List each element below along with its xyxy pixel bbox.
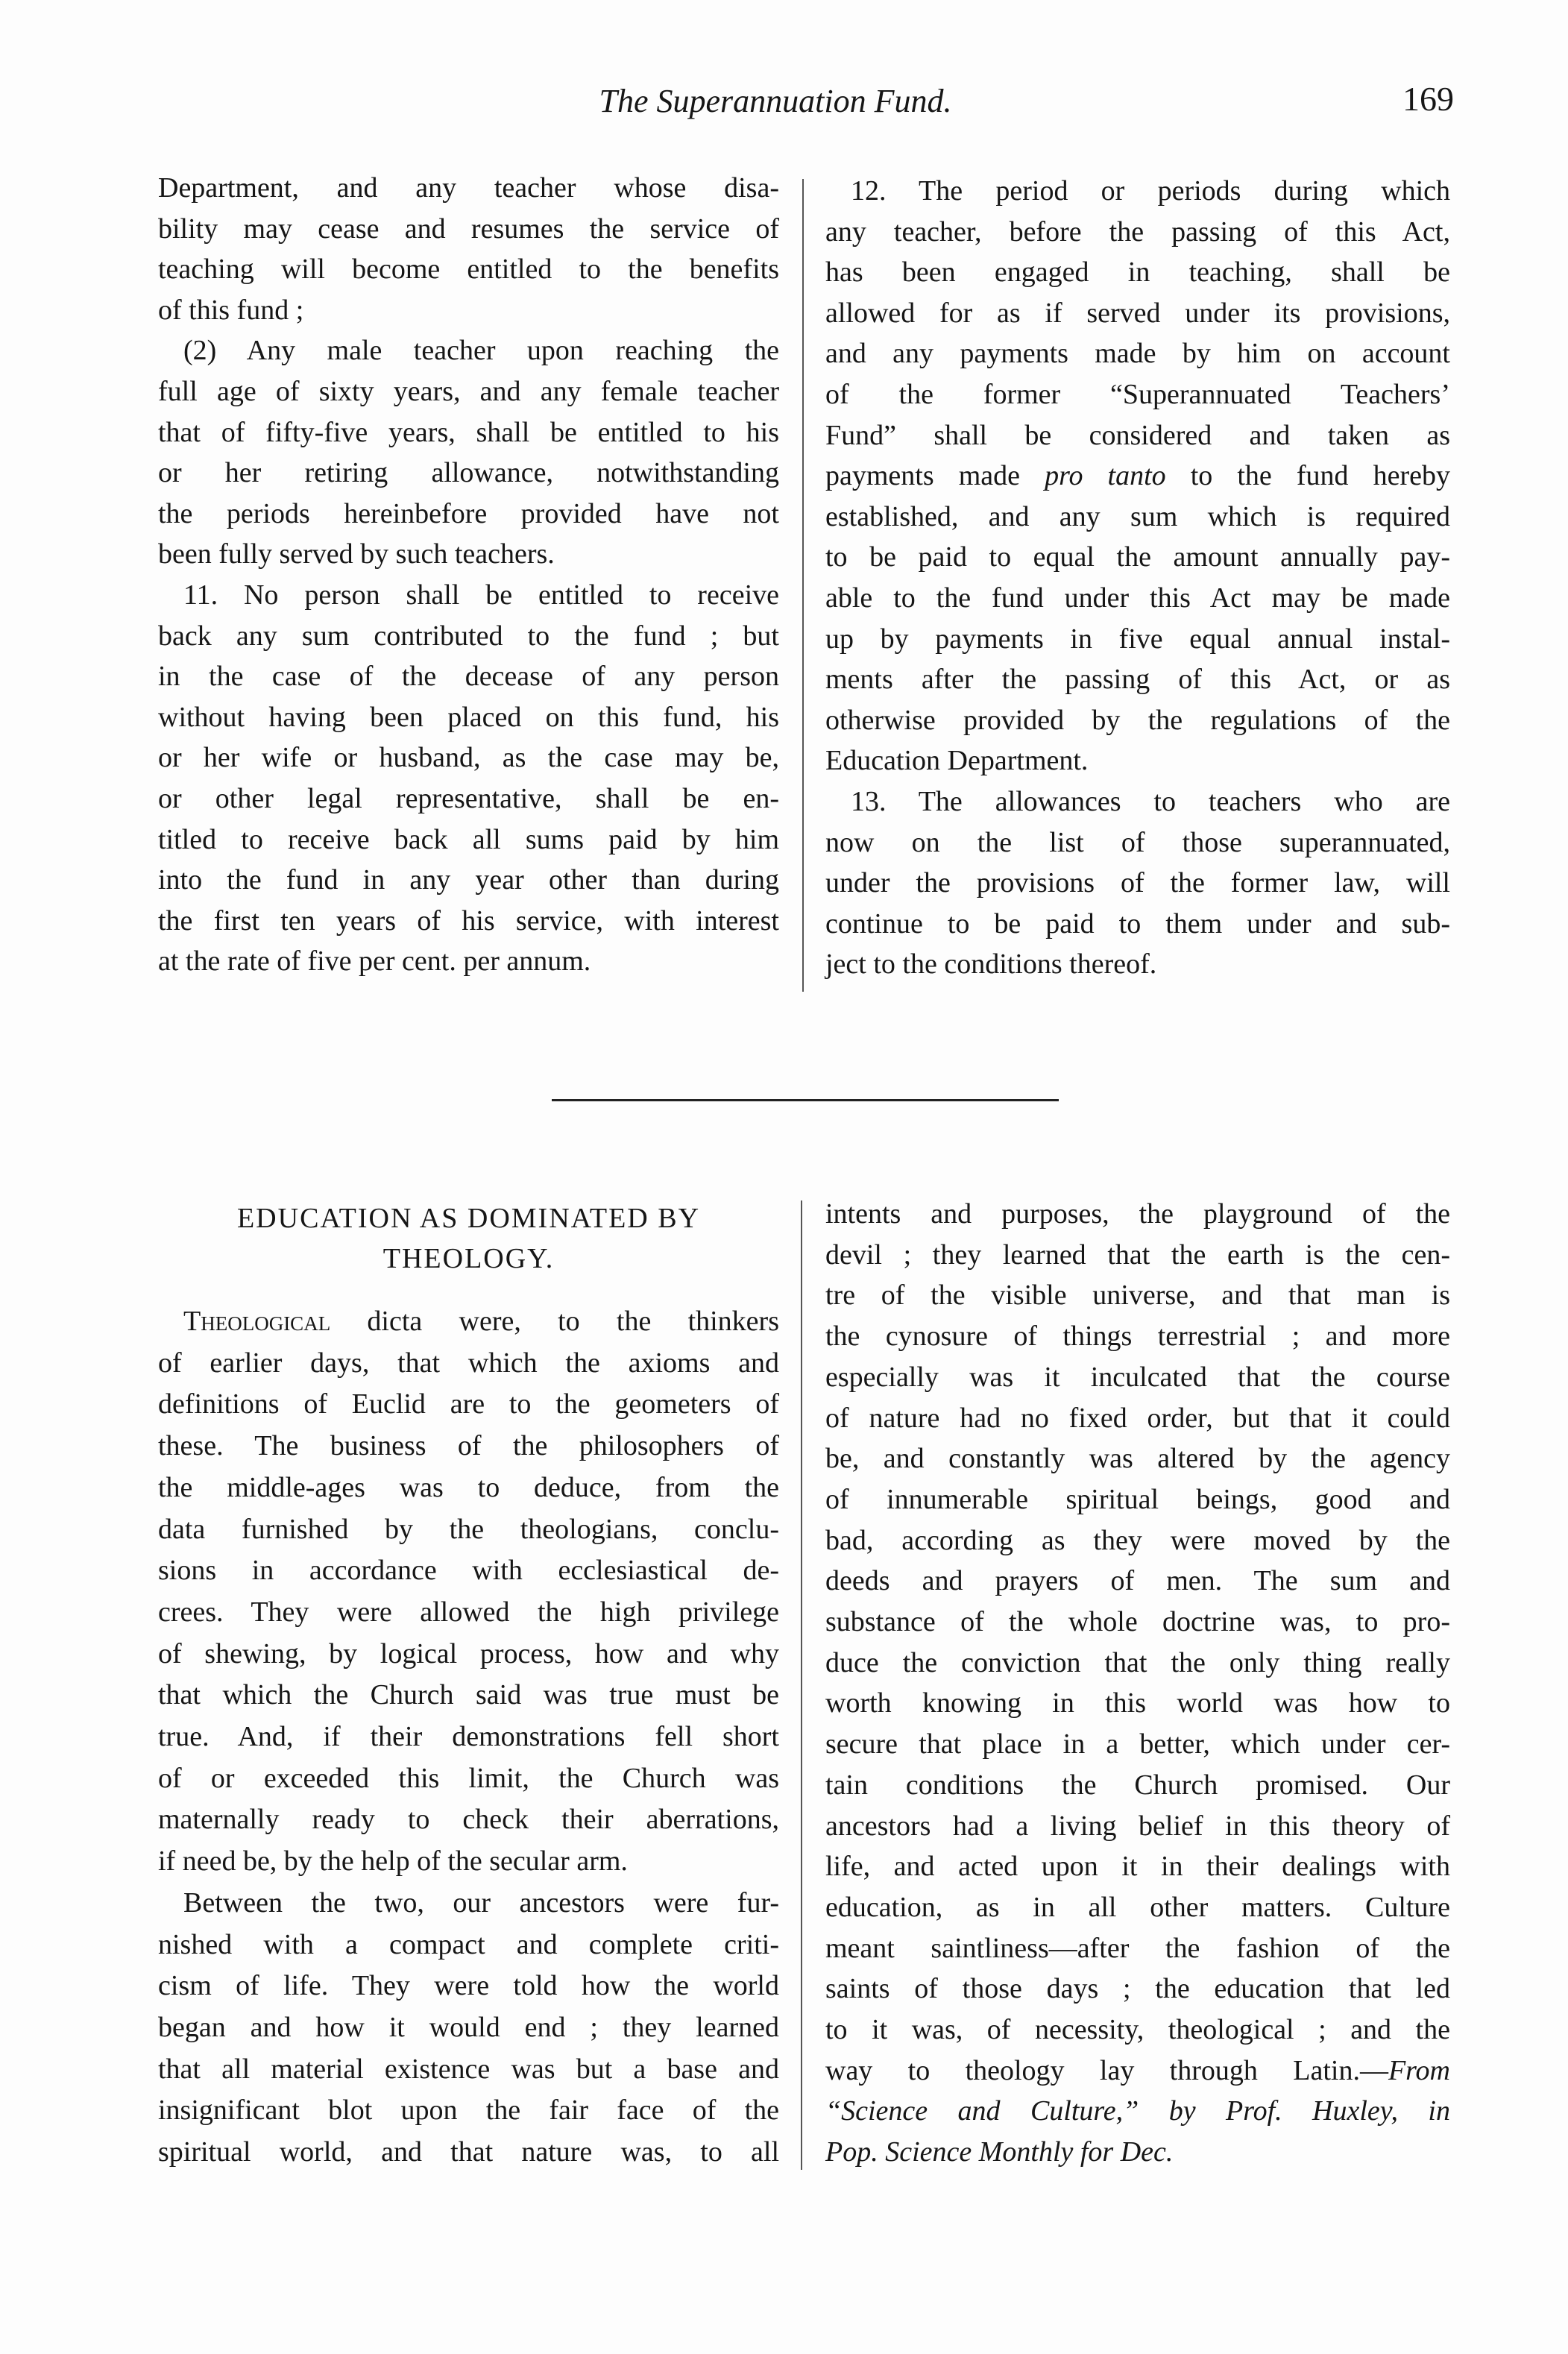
top-left-text-line: full age of sixty years, and any female teacher — [158, 376, 779, 407]
text-segment: Pop. Science Monthly for Dec. — [825, 2136, 1174, 2168]
bottom-left-text-line: that all material existence was but a base and — [158, 2054, 779, 2085]
bottom-left-text-line: of shewing, by logical process, how and why — [158, 1638, 779, 1669]
top-right-text-line: up by payments in five equal annual instal- — [825, 623, 1450, 655]
top-left-text-line: that of fifty-five years, shall be entitled to his — [158, 417, 779, 448]
top-left-text-line: of this fund ; — [158, 295, 304, 326]
bottom-left-text-line: of or exceeded this limit, the Church was — [158, 1763, 779, 1794]
top-right-text-line: and any payments made by him on account — [825, 338, 1450, 369]
bottom-left-text-line: of earlier days, that which the axioms and — [158, 1347, 779, 1379]
page-number: 169 — [1402, 80, 1454, 118]
top-right-text-line — [825, 459, 1450, 492]
bottom-right-text-line: to it was, of necessity, theological ; and the — [825, 2014, 1450, 2045]
bottom-right-text-line: especially was it inculcated that the course — [825, 1362, 1450, 1393]
bottom-right-text-line: devil ; they learned that the earth is the cen- — [825, 1239, 1450, 1271]
column-divider-top — [802, 179, 804, 992]
text-segment: to the fund hereby — [1165, 460, 1450, 491]
top-left-text-line: teaching will become entitled to the benefits — [158, 254, 779, 285]
top-right-text-line: 13. The allowances to teachers who are — [851, 786, 1450, 817]
top-right-text-line: of the former “Superannuated Teachers’ — [825, 379, 1450, 410]
bottom-right-text-line: life, and acted upon it in their dealings with — [825, 1851, 1450, 1882]
top-right-text-line: allowed for as if served under its provisions, — [825, 298, 1450, 329]
top-left-text-line: or other legal representative, shall be en- — [158, 783, 779, 814]
text-segment: “Science and Culture,” by Prof. Huxley, in — [825, 2095, 1450, 2127]
bottom-left-text-line: cism of life. They were told how the world — [158, 1970, 779, 2001]
bottom-left-text-line — [183, 1305, 779, 1338]
article-title-line2: THEOLOGY. — [382, 1243, 555, 1274]
bottom-right-text-line: meant saintliness—after the fashion of the — [825, 1933, 1450, 1964]
bottom-left-text-line: these. The business of the philosophers of — [158, 1430, 779, 1461]
text-segment: From — [1388, 2055, 1450, 2086]
top-left-text-line: titled to receive back all sums paid by him — [158, 824, 779, 855]
bottom-left-text-line: crees. They were allowed the high privilege — [158, 1596, 779, 1628]
bottom-right-text-line: bad, according as they were moved by the — [825, 1525, 1450, 1556]
text-segment: pro tanto — [1045, 460, 1166, 491]
top-right-text-line: 12. The period or periods during which — [851, 175, 1450, 207]
top-right-text-line: continue to be paid to them under and sub- — [825, 908, 1450, 940]
bottom-left-text-line: that which the Church said was true must be — [158, 1679, 779, 1711]
bottom-left-text-line: Between the two, our ancestors were fur- — [183, 1887, 779, 1919]
column-divider-bottom — [801, 1200, 802, 2170]
top-right-text-line: Education Department. — [825, 745, 1089, 776]
bottom-right-text-line: substance of the whole doctrine was, to pro- — [825, 1606, 1450, 1637]
bottom-left-text-line: data furnished by the theologians, conclu- — [158, 1514, 779, 1545]
bottom-right-text-line: tre of the visible universe, and that man is — [825, 1280, 1450, 1311]
bottom-left-text-line: sions in accordance with ecclesiastical de- — [158, 1555, 779, 1586]
bottom-left-text-line: spiritual world, and that nature was, to all — [158, 2136, 779, 2168]
running-title: The Superannuation Fund. — [599, 83, 952, 119]
bottom-right-text-line: education, as in all other matters. Culture — [825, 1892, 1450, 1923]
text-segment: dicta were, to the thinkers — [330, 1306, 779, 1337]
top-left-text-line: the first ten years of his service, with interest — [158, 905, 779, 937]
bottom-right-text-line: saints of those days ; the education that led — [825, 1973, 1450, 2004]
text-segment: way to theology lay through Latin.— — [825, 2055, 1388, 2086]
bottom-right-text-line: intents and purposes, the playground of the — [825, 1198, 1450, 1230]
bottom-right-text-line: tain conditions the Church promised. Our — [825, 1769, 1450, 1801]
bottom-right-text-line — [825, 2054, 1450, 2087]
bottom-right-text-line — [825, 2095, 1450, 2127]
top-right-text-line: otherwise provided by the regulations of the — [825, 705, 1450, 736]
top-left-text-line: in the case of the decease of any person — [158, 661, 779, 692]
text-segment: payments made — [825, 460, 1045, 491]
bottom-left-text-line: began and how it would end ; they learned — [158, 2012, 779, 2043]
top-left-text-line: or her wife or husband, as the case may be, — [158, 742, 779, 773]
top-left-text-line: bility may cease and resumes the service of — [158, 213, 779, 245]
top-right-text-line: established, and any sum which is required — [825, 501, 1450, 532]
bottom-right-text-line — [825, 2136, 1450, 2168]
top-left-text-line: without having been placed on this fund, his — [158, 702, 779, 733]
top-right-text-line: ments after the passing of this Act, or as — [825, 664, 1450, 695]
top-left-text-line: or her retiring allowance, notwithstanding — [158, 457, 779, 488]
top-left-text-line: been fully served by such teachers. — [158, 538, 555, 570]
bottom-right-text-line: of nature had no fixed order, but that it could — [825, 1403, 1450, 1434]
bottom-left-text-line: true. And, if their demonstrations fell short — [158, 1721, 779, 1752]
bottom-left-text-line: nished with a compact and complete criti- — [158, 1929, 779, 1960]
top-right-text-line: any teacher, before the passing of this Act, — [825, 216, 1450, 248]
top-left-text-line: the periods hereinbefore provided have not — [158, 498, 779, 529]
top-left-text-line: into the fund in any year other than during — [158, 864, 779, 896]
bottom-right-text-line: duce the conviction that the only thing really — [825, 1647, 1450, 1678]
bottom-right-text-line: secure that place in a better, which under cer- — [825, 1728, 1450, 1760]
top-left-text-line: at the rate of five per cent. per annum. — [158, 945, 591, 977]
bottom-right-text-line: deeds and prayers of men. The sum and — [825, 1565, 1450, 1596]
bottom-left-text-line: maternally ready to check their aberrations, — [158, 1804, 779, 1835]
bottom-right-text-line: of innumerable spiritual beings, good and — [825, 1484, 1450, 1515]
bottom-right-text-line: the cynosure of things terrestrial ; and more — [825, 1321, 1450, 1352]
bottom-right-text-line: ancestors had a living belief in this theory of — [825, 1810, 1450, 1842]
top-right-text-line: Fund” shall be considered and taken as — [825, 420, 1450, 451]
top-right-text-line: to be paid to equal the amount annually pay- — [825, 541, 1450, 573]
top-left-text-line: 11. No person shall be entitled to receive — [183, 579, 779, 611]
bottom-left-text-line: definitions of Euclid are to the geometers of — [158, 1388, 779, 1420]
top-right-text-line: has been engaged in teaching, shall be — [825, 257, 1450, 288]
top-left-text-line: Department, and any teacher whose disa- — [158, 172, 779, 204]
top-right-text-line: ject to the conditions thereof. — [825, 948, 1157, 980]
article-title-line1: EDUCATION AS DOMINATED BY — [236, 1203, 701, 1234]
top-left-text-line: (2) Any male teacher upon reaching the — [183, 335, 779, 366]
text-segment: Theological — [183, 1306, 331, 1337]
top-right-text-line: under the provisions of the former law, will — [825, 867, 1450, 899]
top-right-text-line: now on the list of those superannuated, — [825, 827, 1450, 858]
bottom-left-text-line: insignificant blot upon the fair face of the — [158, 2095, 779, 2126]
bottom-left-text-line: if need be, by the help of the secular arm. — [158, 1845, 628, 1877]
section-rule — [552, 1099, 1059, 1101]
bottom-left-text-line: the middle-ages was to deduce, from the — [158, 1472, 779, 1503]
top-left-text-line: back any sum contributed to the fund ; but — [158, 620, 779, 652]
bottom-right-text-line: worth knowing in this world was how to — [825, 1687, 1450, 1719]
top-right-text-line: able to the fund under this Act may be made — [825, 582, 1450, 614]
bottom-right-text-line: be, and constantly was altered by the agency — [825, 1443, 1450, 1474]
